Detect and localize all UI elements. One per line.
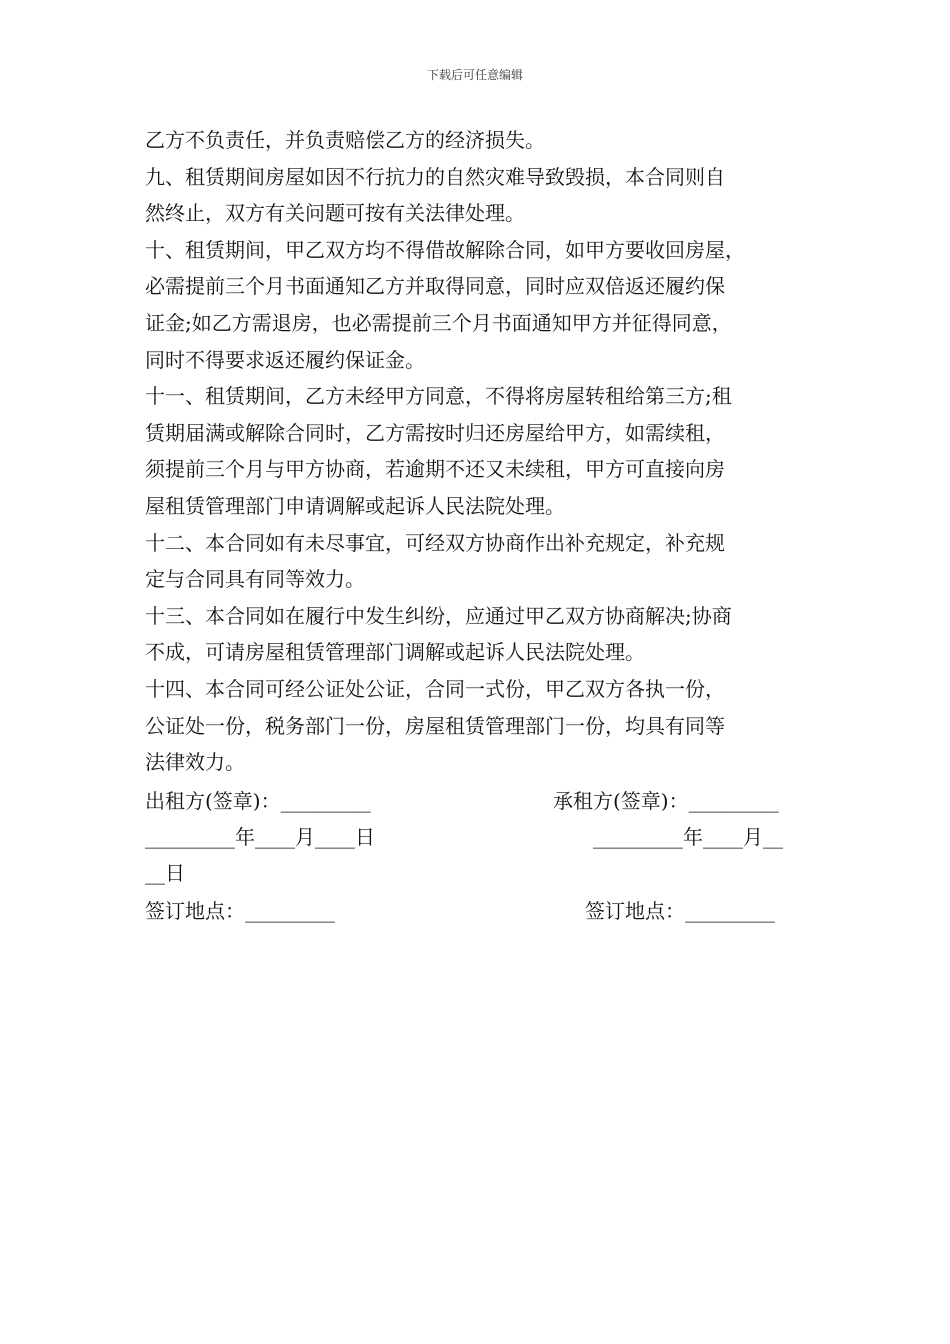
text-line: 十二、本合同如有未尽事宜，可经双方协商作出补充规定，补充规: [145, 530, 725, 555]
text-line: 十、租赁期间，甲乙双方均不得借故解除合同，如甲方要收回房屋，: [145, 237, 745, 262]
text-line: 乙方不负责任，并负责赔偿乙方的经济损失。: [145, 128, 545, 152]
text-line: 必需提前三个月书面通知乙方并取得同意，同时应双倍返还履约保: [145, 274, 725, 299]
lessee-date: _________年____月__: [593, 825, 783, 849]
text-line: 同时不得要求返还履约保证金。: [145, 347, 425, 372]
text-line: 须提前三个月与甲方协商，若逾期不还又未续租，甲方可直接向房: [145, 457, 725, 482]
text-line: 定与合同具有同等效力。: [145, 567, 365, 592]
text-line: 赁期届满或解除合同时，乙方需按时归还房屋给甲方，如需续租，: [145, 420, 725, 445]
lessor-signing-place: 签订地点：_________: [145, 899, 335, 923]
lessee-signing-place: 签订地点：_________: [585, 899, 775, 923]
text-line: 证金;如乙方需退房，也必需提前三个月书面通知甲方并征得同意，: [145, 310, 732, 335]
lessor-signature: 出租方(签章)：_________: [145, 789, 371, 813]
text-line: 公证处一份，税务部门一份，房屋租赁管理部门一份，均具有同等: [145, 713, 725, 738]
text-line: 九、租赁期间房屋如因不行抗力的自然灾难导致毁损，本合同则自: [145, 164, 725, 189]
lessee-signature: 承租方(签章)：_________: [553, 789, 779, 813]
contract-body: [145, 122, 810, 781]
lessor-date: _________年____月____日: [145, 825, 375, 849]
text-line: 十三、本合同如在履行中发生纠纷，应通过甲乙双方协商解决;协商: [145, 603, 732, 628]
text-line: 屋租赁管理部门申请调解或起诉人民法院处理。: [145, 493, 565, 518]
text-line: 十四、本合同可经公证处公证，合同一式份，甲乙双方各执一份，: [145, 676, 725, 701]
page-header: 下载后可任意编辑: [426, 68, 523, 82]
text-line: 法律效力。: [145, 750, 245, 775]
text-line: 不成，可请房屋租赁管理部门调解或起诉人民法院处理。: [145, 640, 645, 665]
lessee-date-continued: __日: [145, 861, 185, 885]
text-line: 十一、租赁期间，乙方未经甲方同意，不得将房屋转租给第三方;租: [145, 384, 732, 409]
text-line: 然终止，双方有关问题可按有关法律处理。: [145, 201, 525, 226]
